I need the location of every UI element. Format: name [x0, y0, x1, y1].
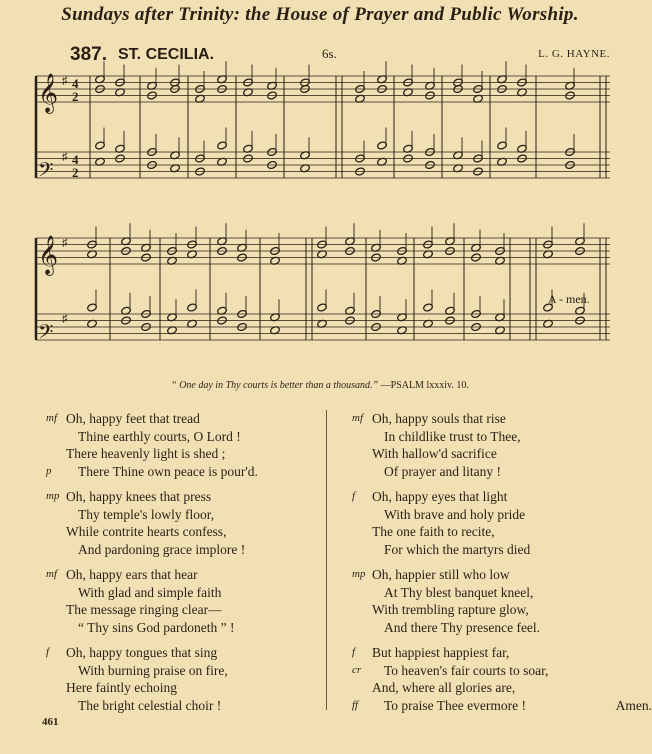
lyric-text: While contrite hearts confess,	[66, 524, 227, 539]
lyric-text: Oh, happier still who low	[372, 567, 510, 582]
lyric-line	[350, 619, 620, 637]
dynamic-marking: f	[352, 490, 356, 502]
lyric-line	[350, 584, 620, 602]
page-header: Sundays after Trinity: the House of Prayer and Public Worship.	[61, 4, 579, 25]
lyric-line	[350, 697, 652, 715]
lyric-text: Oh, happy souls that rise	[372, 411, 506, 426]
lyric-text: With trembling rapture glow,	[372, 602, 529, 617]
time-signature: 4	[72, 152, 79, 167]
lyric-line	[40, 679, 320, 697]
key-signature: ♯	[62, 74, 68, 87]
lyric-line	[40, 410, 320, 428]
tune-info	[70, 44, 610, 66]
lyric-text: And, where all glories are,	[372, 680, 516, 695]
lyric-line	[350, 445, 620, 463]
lyric-line	[40, 697, 320, 715]
lyric-text: Oh, happy tongues that sing	[66, 645, 218, 660]
lyric-text: With hallow'd sacrifice	[372, 446, 497, 461]
lyric-line	[350, 428, 620, 446]
tune-name: ST. CECILIA.	[118, 46, 215, 63]
lyric-text: Thine earthly courts, O Lord !	[78, 428, 241, 444]
lyric-line	[40, 584, 320, 602]
lyric-line	[350, 644, 620, 662]
bass-clef: 𝄢	[38, 158, 54, 186]
lyrics-column-left	[40, 410, 320, 722]
stanza	[350, 566, 620, 636]
lyric-text: The bright celestial choir !	[78, 697, 222, 713]
lyric-text: The message ringing clear—	[66, 602, 222, 617]
key-signature: ♯	[62, 312, 68, 325]
lyric-line	[350, 410, 620, 428]
lyric-text: To praise Thee evermore !	[384, 697, 526, 713]
lyric-line	[350, 506, 620, 524]
lyric-text: And pardoning grace implore !	[78, 541, 246, 557]
lyric-line	[40, 541, 320, 559]
dynamic-marking: mp	[46, 490, 60, 502]
lyric-line	[350, 541, 620, 559]
lyric-line	[350, 601, 620, 619]
composer: L. G. HAYNE.	[538, 48, 610, 60]
treble-clef: 𝄞	[38, 235, 59, 275]
treble-clef: 𝄞	[38, 73, 59, 113]
lyric-text: There Thine own peace is pour'd.	[78, 463, 258, 479]
dynamic-marking: ff	[352, 698, 359, 711]
lyric-line	[40, 566, 320, 584]
stanza	[40, 644, 320, 714]
lyric-text: In childlike trust to Thee,	[384, 428, 521, 444]
lyric-line	[40, 488, 320, 506]
lyric-text: Thy temple's lowly floor,	[78, 506, 215, 522]
quote-source: —PSALM lxxxiv. 10.	[380, 380, 469, 391]
stanza	[40, 410, 320, 480]
key-signature: ♯	[62, 236, 68, 249]
time-signature: 2	[72, 165, 79, 180]
lyric-text: With glad and simple faith	[78, 584, 222, 600]
lyric-text: With burning praise on fire,	[78, 662, 228, 678]
dynamic-marking: cr	[352, 663, 362, 676]
lyric-line	[350, 662, 620, 680]
amen-text: Amen.	[615, 697, 652, 713]
dynamic-marking: mf	[352, 412, 363, 424]
lyrics-column-right	[350, 410, 652, 722]
lyric-line	[350, 566, 620, 584]
lyric-text: Oh, happy knees that press	[66, 489, 212, 504]
lyric-text: For which the martyrs died	[384, 541, 531, 557]
lyric-text: At Thy blest banquet kneel,	[384, 584, 534, 600]
lyric-line	[350, 488, 620, 506]
lyric-line	[40, 523, 320, 541]
lyric-text: Oh, happy eyes that light	[372, 489, 508, 504]
lyric-line	[40, 601, 320, 619]
lyric-line	[350, 523, 620, 541]
lyric-line	[40, 445, 320, 463]
stanza	[350, 410, 620, 480]
lyric-line	[40, 506, 320, 524]
meter: 6s.	[322, 46, 337, 61]
lyric-line	[40, 463, 320, 481]
lyric-line	[40, 619, 320, 637]
time-signature: 2	[72, 89, 79, 104]
hymn-number: 387.	[70, 44, 107, 65]
stanza	[350, 488, 620, 558]
lyric-line	[40, 662, 320, 680]
lyric-text: Oh, happy ears that hear	[66, 567, 198, 582]
page-number: 461	[42, 716, 59, 728]
column-divider	[326, 410, 327, 710]
dynamic-marking: mf	[46, 412, 57, 424]
stanza	[40, 566, 320, 636]
lyric-line	[40, 428, 320, 446]
lyric-line	[350, 679, 620, 697]
bass-clef: 𝄢	[38, 320, 54, 348]
lyric-text: And there Thy presence feel.	[384, 619, 541, 635]
lyric-text: Here faintly echoing	[66, 680, 177, 695]
lyric-line	[350, 463, 620, 481]
scripture-quote	[0, 380, 640, 391]
stanza	[350, 644, 652, 714]
lyric-text: To heaven's fair courts to soar,	[384, 662, 549, 678]
dynamic-marking: f	[352, 646, 356, 658]
lyric-text: Oh, happy feet that tread	[66, 411, 200, 426]
lyric-line	[40, 644, 320, 662]
music-score	[30, 68, 614, 368]
key-signature: ♯	[62, 150, 68, 163]
lyric-text: Of prayer and litany !	[384, 463, 501, 479]
lyric-text: There heavenly light is shed ;	[66, 446, 226, 461]
amen-label: A - men.	[548, 292, 590, 306]
lyric-text: With brave and holy pride	[384, 506, 526, 522]
dynamic-marking: mp	[352, 568, 366, 580]
stanza	[40, 488, 320, 558]
quote-text: “ One day in Thy courts is better than a thousand.”	[171, 380, 379, 391]
lyric-text: The one faith to recite,	[372, 524, 495, 539]
dynamic-marking: f	[46, 646, 50, 658]
lyric-text: But happiest happiest far,	[372, 645, 510, 660]
time-signature: 4	[72, 76, 79, 91]
lyric-text: “ Thy sins God pardoneth ” !	[78, 619, 235, 635]
dynamic-marking: p	[46, 464, 52, 477]
dynamic-marking: mf	[46, 568, 57, 580]
